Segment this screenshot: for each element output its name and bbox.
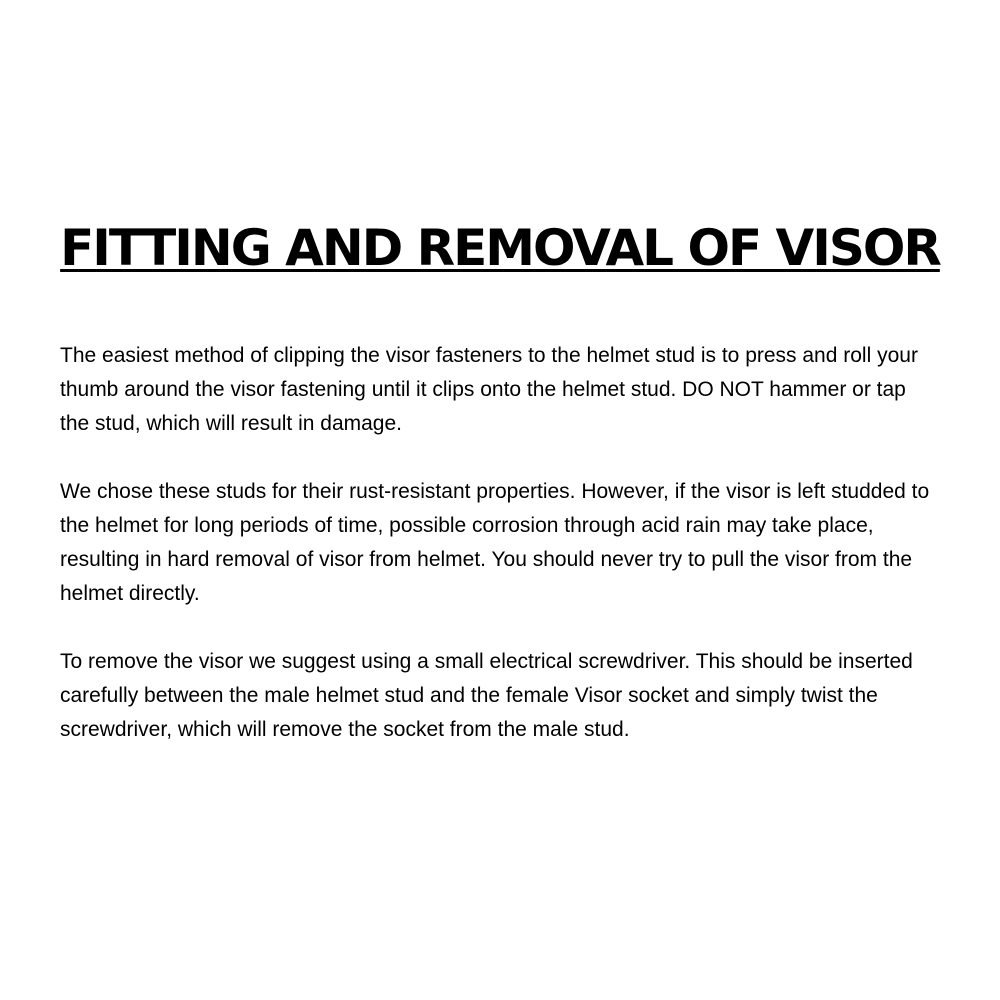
instructions-body: [60, 339, 940, 781]
paragraph-fitting: The easiest method of clipping the visor fasteners to the helmet stud is to press and roll your thumb around the visor fastening until it clips onto the helmet stud. DO NOT hammer or tap the stud, which will result in damage.: [60, 344, 918, 435]
page-title: FITTING AND REMOVAL OF VISOR: [60, 219, 940, 277]
paragraph-removal: To remove the visor we suggest using a small electrical screwdriver. This should be inserted carefully between the male helmet stud and the female Visor socket and simply twist the screwdriver, which will remove the socket from the male stud.: [60, 650, 913, 741]
paragraph-corrosion: We chose these studs for their rust-resistant properties. However, if the visor is left studded to the helmet for long periods of time, possible corrosion through acid rain may take place, resulting in hard removal of visor from helmet. You should never try to pull the visor from the helmet directly.: [60, 480, 930, 605]
